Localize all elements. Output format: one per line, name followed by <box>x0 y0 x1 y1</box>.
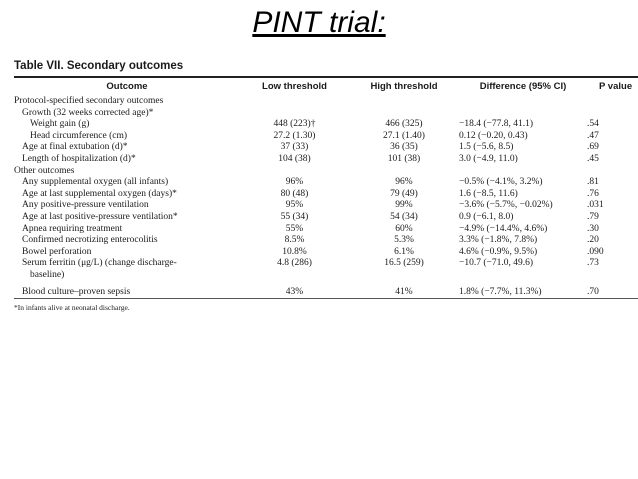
table-row <box>14 270 638 282</box>
cell-outcome: Confirmed necrotizing enterocolitis <box>22 235 158 246</box>
header-p-value: P value <box>599 81 633 92</box>
cell-high-threshold: 16.5 (259) <box>384 258 424 269</box>
cell-low-threshold <box>240 108 349 120</box>
cell-p-value: .20 <box>587 235 599 246</box>
cell-low-threshold: 37 (33) <box>280 142 309 153</box>
cell-low-threshold: 55% <box>285 223 304 234</box>
cell-low-threshold: 95% <box>285 200 304 211</box>
cell-high-threshold: 79 (49) <box>390 188 418 199</box>
cell-low-threshold <box>240 270 349 282</box>
cell-high-threshold: 466 (325) <box>385 119 423 130</box>
cell-p-value: .47 <box>587 130 599 141</box>
cell-difference: −10.7 (−71.0, 49.6) <box>459 258 534 269</box>
outcomes-table <box>14 78 638 298</box>
cell-difference: 3.0 (−4.9, 11.0) <box>459 153 518 164</box>
table-row <box>14 224 638 236</box>
table-row <box>14 142 638 154</box>
cell-high-threshold: 54 (34) <box>390 211 418 222</box>
cell-low-threshold: 448 (223)† <box>273 119 316 130</box>
cell-low-threshold: 27.2 (1.30) <box>273 130 316 141</box>
header-row <box>14 78 638 96</box>
cell-p-value: .79 <box>587 211 599 222</box>
cell-difference: −4.9% (−14.4%, 4.6%) <box>459 223 548 234</box>
table-body <box>14 96 638 298</box>
cell-low-threshold: 96% <box>285 177 304 188</box>
cell-outcome: Age at last positive-pressure ventilation* <box>22 211 178 222</box>
cell-difference <box>459 96 587 108</box>
cell-low-threshold <box>240 96 349 108</box>
cell-p-value: .69 <box>587 142 599 153</box>
cell-high-threshold: 60% <box>395 223 413 234</box>
cell-difference <box>459 166 587 178</box>
cell-p-value: .54 <box>587 119 599 130</box>
cell-low-threshold: 10.8% <box>282 246 307 257</box>
table-row <box>14 189 638 201</box>
cell-p-value: .090 <box>587 246 604 257</box>
table-row <box>14 258 638 270</box>
cell-p-value: .031 <box>587 200 604 211</box>
cell-p-value: .81 <box>587 177 599 188</box>
cell-outcome: Serum ferritin (μg/L) (change discharge- <box>22 258 177 269</box>
cell-high-threshold: 6.1% <box>394 246 414 257</box>
table-row <box>14 154 638 166</box>
cell-p-value: .70 <box>587 286 599 297</box>
header-high-threshold: High threshold <box>370 81 438 92</box>
table-footnote: *In infants alive at neonatal discharge. <box>14 303 130 313</box>
cell-outcome: baseline) <box>30 269 65 280</box>
cell-p-value <box>587 166 638 178</box>
table-row <box>14 282 638 299</box>
cell-high-threshold <box>349 96 459 108</box>
bottom-rule <box>14 298 638 299</box>
table-row <box>14 166 638 178</box>
table-row <box>14 131 638 143</box>
cell-high-threshold <box>349 270 459 282</box>
cell-p-value <box>587 108 638 120</box>
cell-difference: −0.5% (−4.1%, 3.2%) <box>459 177 543 188</box>
cell-low-threshold: 55 (34) <box>280 211 309 222</box>
cell-low-threshold: 104 (38) <box>278 153 311 164</box>
header-difference: Difference (95% CI) <box>479 81 567 92</box>
cell-outcome: Protocol-specified secondary outcomes <box>14 96 164 106</box>
cell-difference: −18.4 (−77.8, 41.1) <box>459 119 534 130</box>
cell-outcome: Other outcomes <box>14 165 75 176</box>
table-row <box>14 200 638 212</box>
cell-difference: 0.12 (−0.20, 0.43) <box>459 130 528 141</box>
cell-outcome: Growth (32 weeks corrected age)* <box>22 107 154 118</box>
cell-high-threshold: 101 (38) <box>387 153 421 164</box>
cell-outcome: Length of hospitalization (d)* <box>22 153 136 164</box>
cell-outcome: Weight gain (g) <box>30 119 90 130</box>
cell-outcome: Any supplemental oxygen (all infants) <box>22 177 169 188</box>
table-row <box>14 96 638 108</box>
table-caption: Table VII. Secondary outcomes <box>14 60 184 72</box>
cell-p-value <box>587 96 638 108</box>
cell-high-threshold: 99% <box>395 200 413 211</box>
cell-p-value: .30 <box>587 223 599 234</box>
secondary-outcomes-table <box>14 60 638 312</box>
cell-outcome: Age at final extubation (d)* <box>22 142 128 153</box>
cell-low-threshold: 8.5% <box>284 235 305 246</box>
table-row <box>14 212 638 224</box>
cell-outcome: Head circumference (cm) <box>30 130 128 141</box>
cell-outcome: Age at last supplemental oxygen (days)* <box>22 188 177 199</box>
cell-low-threshold: 4.8 (286) <box>277 258 312 269</box>
cell-difference <box>459 270 587 282</box>
cell-difference: 4.6% (−0.9%, 9.5%) <box>459 246 538 257</box>
table-row <box>14 177 638 189</box>
cell-high-threshold <box>349 166 459 178</box>
table-row <box>14 235 638 247</box>
cell-difference: 1.5 (−5.6, 8.5) <box>459 142 514 153</box>
cell-difference: 0.9 (−6.1, 8.0) <box>459 211 514 222</box>
table-row <box>14 247 638 259</box>
cell-low-threshold: 80 (48) <box>280 188 309 199</box>
cell-outcome: Blood culture–proven sepsis <box>22 286 131 297</box>
table-row <box>14 119 638 131</box>
cell-p-value: .45 <box>587 153 599 164</box>
cell-difference <box>459 108 587 120</box>
cell-difference: 1.6 (−8.5, 11.6) <box>459 188 518 199</box>
cell-outcome: Bowel perforation <box>22 246 92 257</box>
cell-difference: 3.3% (−1.8%, 7.8%) <box>459 235 538 246</box>
cell-outcome: Any positive-pressure ventilation <box>22 200 149 211</box>
header-low-threshold: Low threshold <box>262 81 327 92</box>
cell-difference: 1.8% (−7.7%, 11.3%) <box>459 286 542 297</box>
cell-high-threshold: 96% <box>395 177 413 188</box>
cell-low-threshold: 43% <box>285 286 304 297</box>
cell-p-value: .73 <box>587 258 599 269</box>
cell-p-value <box>587 270 638 282</box>
cell-low-threshold <box>240 166 349 178</box>
cell-outcome: Apnea requiring treatment <box>22 223 123 234</box>
cell-difference: −3.6% (−5.7%, −0.02%) <box>459 200 553 211</box>
cell-p-value: .76 <box>587 188 599 199</box>
cell-high-threshold: 36 (35) <box>390 142 418 153</box>
cell-high-threshold: 5.3% <box>394 235 414 246</box>
cell-high-threshold <box>349 108 459 120</box>
cell-high-threshold: 41% <box>395 286 413 297</box>
header-outcome: Outcome <box>106 81 148 92</box>
cell-high-threshold: 27.1 (1.40) <box>383 130 425 141</box>
table-row <box>14 108 638 120</box>
slide-title: PINT trial: <box>252 6 386 39</box>
